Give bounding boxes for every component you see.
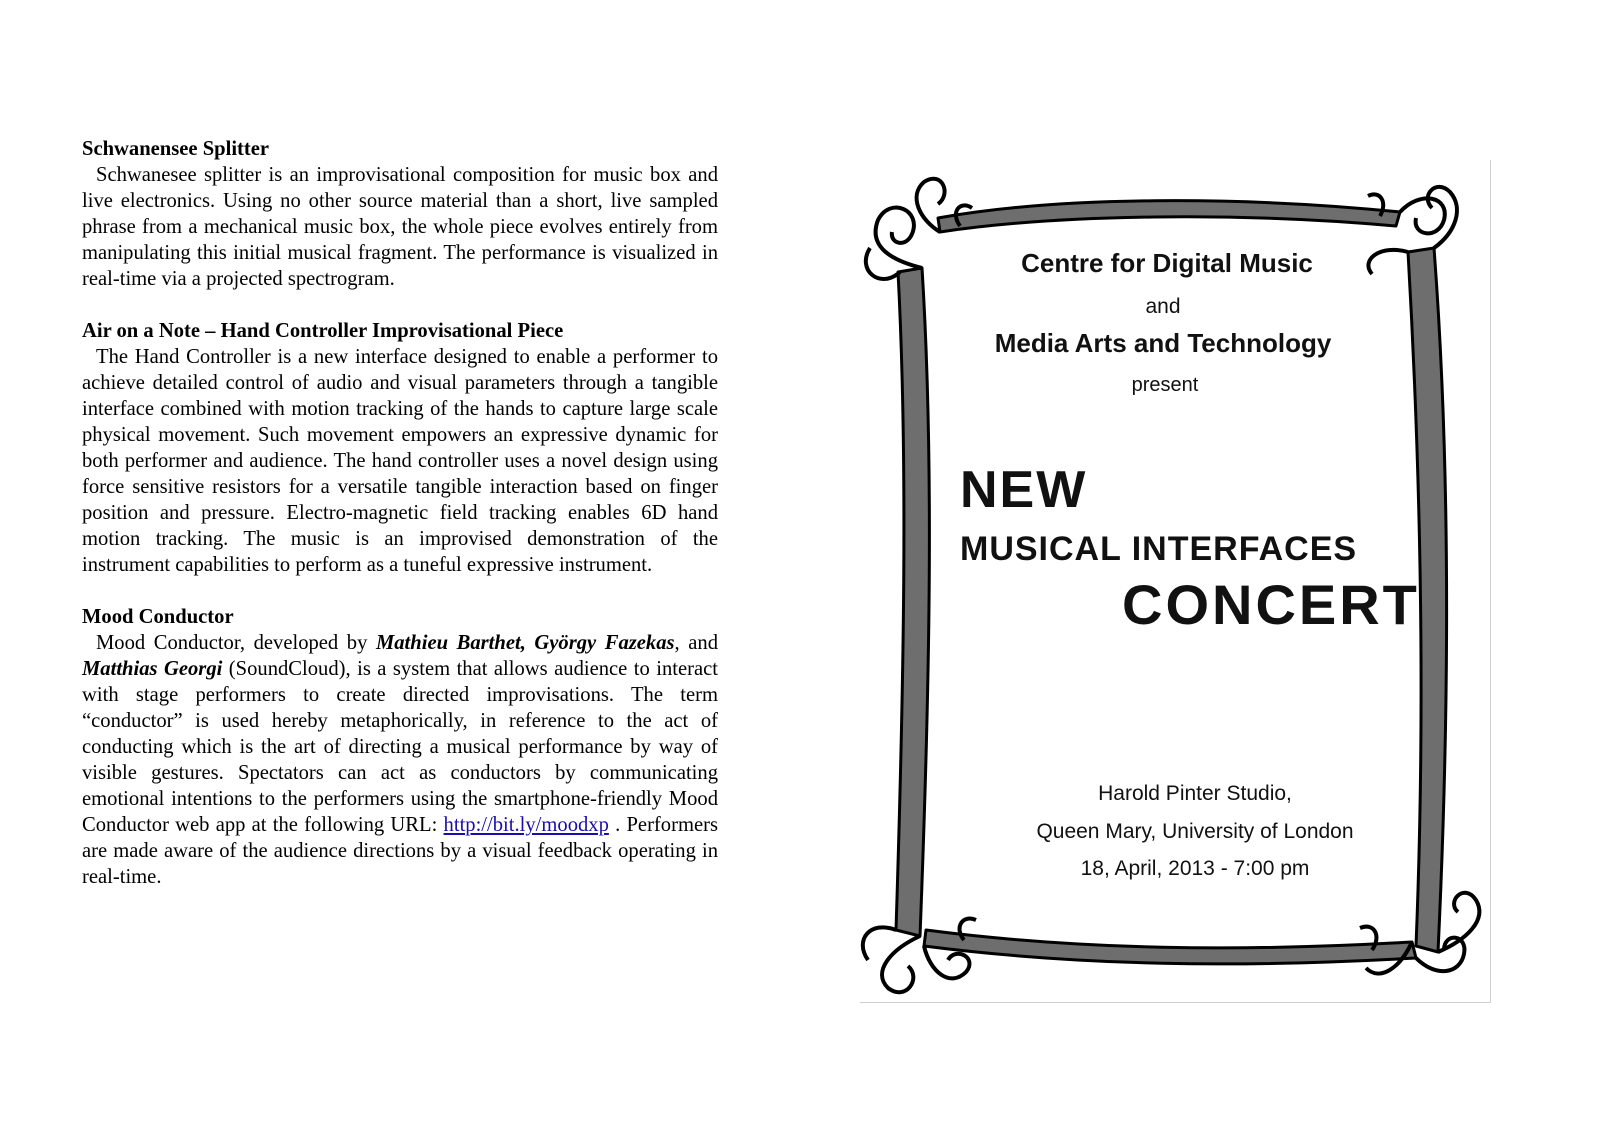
- title-concert: CONCERT: [1122, 573, 1420, 636]
- section-title: Air on a Note – Hand Controller Improvisational Piece: [82, 320, 564, 342]
- body-text: , and: [674, 632, 718, 654]
- body-text: . Performers are made aware of the audience directions by a visual feedback operating in real-time.: [82, 814, 718, 888]
- venue: Harold Pinter Studio,: [1098, 782, 1292, 805]
- organizer-mat: Media Arts and Technology: [994, 328, 1332, 358]
- title-musical-interfaces: MUSICAL INTERFACES: [960, 530, 1358, 568]
- section-body: The Hand Controller is a new interface designed to enable a performer to achieve detailed control of audio and visual parameters through a tangible interface combined with motion tracking of the hands to capture large scale physical movement. Such movement empowers an expressive dynamic for both performer and audience. The hand controller uses a novel design using force sensitive resistors for a versatile tangible interaction based on finger position and pressure. Electro-magnetic field tracking enables 6D hand motion tracking. The music is an improvised demonstration of the instrument capabilities to perform as a tuneful expressive instrument.: [82, 346, 718, 576]
- section-body: [82, 630, 718, 890]
- section-mood-conductor: [82, 604, 718, 890]
- author-names: Matthias Georgi: [82, 658, 223, 680]
- program-notes: [82, 136, 718, 916]
- section-title: Mood Conductor: [82, 606, 234, 628]
- organizer-c4dm: Centre for Digital Music: [1021, 248, 1313, 278]
- moodxp-link[interactable]: http://bit.ly/moodxp: [443, 814, 609, 836]
- section-schwanensee: [82, 136, 718, 292]
- body-text: Mood Conductor, developed by: [96, 632, 376, 654]
- author-names: Mathieu Barthet, György Fazekas: [375, 632, 675, 654]
- section-body: Schwanesee splitter is an improvisational composition for music box and live electronics. Using no other source material than a short, live sampled phrase from a mechanical music box, the whole piece evolves entirely from manipulating this initial musical fragment. The performance is visualized in real-time via a projected spectrogram.: [82, 164, 718, 290]
- present-label: present: [1131, 374, 1199, 396]
- event-date: 18, April, 2013 - 7:00 pm: [1080, 857, 1310, 880]
- university: Queen Mary, University of London: [1036, 820, 1354, 843]
- title-new: NEW: [960, 461, 1088, 519]
- conjunction: and: [1145, 295, 1181, 318]
- concert-poster: [860, 160, 1491, 1003]
- section-air-on-a-note: [82, 318, 718, 578]
- section-title: Schwanensee Splitter: [82, 138, 270, 160]
- body-text: (SoundCloud), is a system that allows audience to interact with stage performers to create directed improvisations. The term “conductor” is used hereby metaphorically, in reference to the act of conducting which is the art of directing a musical performance by way of visible gestures. Spectators can act as conductors by communicating emotional intentions to the performers using the smartphone-friendly Mood Conductor web app at the following URL:: [82, 658, 718, 836]
